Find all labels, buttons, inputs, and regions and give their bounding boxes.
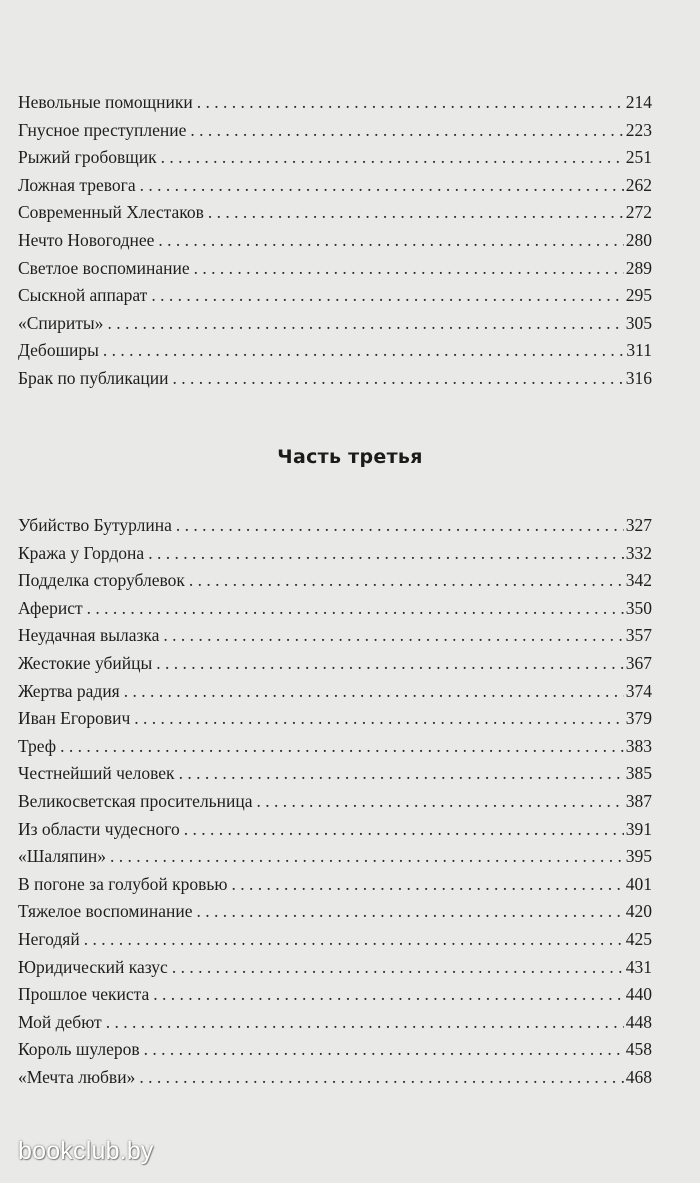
- toc-entry-title: Иван Егорович: [18, 708, 131, 729]
- dot-leader: [106, 1009, 624, 1037]
- toc-entry: [18, 337, 652, 365]
- toc-entry: [18, 843, 652, 871]
- toc-entry: [18, 1009, 652, 1037]
- toc-entry-title: Светлое воспоминание: [18, 257, 190, 278]
- toc-entry: [18, 365, 652, 393]
- toc-entry-title: Жестокие убийцы: [18, 652, 153, 673]
- dot-leader: [172, 954, 624, 982]
- toc-entry-title: Кража у Гордона: [18, 542, 145, 563]
- dot-leader: [151, 282, 623, 310]
- toc-entry-page-number: 383: [625, 735, 652, 756]
- toc-entry: [18, 622, 652, 650]
- dot-leader: [110, 843, 624, 871]
- toc-entry: [18, 172, 652, 200]
- dot-leader: [156, 650, 624, 678]
- toc-entry-page-number: 350: [625, 597, 652, 618]
- toc-entry-page-number: 316: [625, 367, 652, 388]
- toc-entry-title: Невольные помощники: [18, 92, 193, 112]
- toc-entry: [18, 871, 652, 899]
- toc-entry: [18, 199, 652, 227]
- toc-entry-page-number: 431: [625, 956, 652, 977]
- dot-leader: [176, 512, 624, 540]
- toc-entry-title: Брак по публикации: [18, 367, 169, 388]
- section-heading-part-three: Часть третья: [277, 446, 423, 468]
- dot-leader: [158, 227, 623, 255]
- toc-entry-page-number: 295: [625, 285, 652, 306]
- toc-entry: [18, 898, 652, 926]
- toc-entry-page-number: 440: [625, 984, 652, 1005]
- toc-entry-title: «Шаляпин»: [18, 846, 106, 867]
- toc-entry-page-number: 379: [625, 708, 652, 729]
- toc-entry: [18, 567, 652, 595]
- toc-entry-page-number: 401: [625, 873, 652, 894]
- dot-leader: [173, 365, 624, 393]
- toc-entry-title: Аферист: [18, 597, 83, 618]
- toc-entry: [18, 733, 652, 761]
- toc-entry-title: Тяжелое воспоминание: [18, 901, 193, 922]
- dot-leader: [139, 1064, 623, 1092]
- toc-entry-title: Король шулеров: [18, 1039, 140, 1060]
- toc-list-part-two: [18, 89, 652, 393]
- toc-entry: [18, 705, 652, 733]
- toc-entry-page-number: 468: [625, 1066, 652, 1087]
- toc-list-part-three: [18, 512, 652, 1091]
- toc-entry-page-number: 305: [625, 312, 652, 333]
- toc-entry-page-number: 357: [625, 625, 652, 646]
- toc-entry: [18, 816, 652, 844]
- toc-entry: [18, 595, 652, 623]
- toc-entry: [18, 650, 652, 678]
- toc-entry-page-number: 420: [625, 901, 652, 922]
- toc-entry: [18, 144, 652, 172]
- toc-entry-title: Жертва радия: [18, 680, 120, 701]
- dot-leader: [140, 172, 624, 200]
- toc-entry-page-number: 280: [625, 229, 652, 250]
- toc-entry: [18, 89, 652, 117]
- toc-entry-page-number: 214: [625, 92, 652, 112]
- dot-leader: [189, 567, 624, 595]
- dot-leader: [161, 144, 624, 172]
- toc-entry-page-number: 311: [626, 340, 652, 361]
- dot-leader: [197, 898, 624, 926]
- toc-entry: [18, 512, 652, 540]
- dot-leader: [194, 255, 624, 283]
- toc-entry-title: Нечто Новогоднее: [18, 229, 155, 250]
- toc-entry: [18, 282, 652, 310]
- toc-entry: [18, 227, 652, 255]
- toc-entry-page-number: 272: [625, 202, 652, 223]
- toc-entry-title: Негодяй: [18, 928, 80, 949]
- dot-leader: [144, 1036, 624, 1064]
- toc-entry-page-number: 385: [625, 763, 652, 784]
- dot-leader: [190, 117, 623, 145]
- dot-leader: [184, 816, 624, 844]
- toc-entry-title: Юридический казус: [18, 956, 168, 977]
- toc-entry-page-number: 448: [625, 1011, 652, 1032]
- toc-entry-title: «Мечта любви»: [18, 1066, 136, 1087]
- toc-entry-title: Великосветская просительница: [18, 790, 253, 811]
- toc-entry-title: Гнусное преступление: [18, 119, 187, 140]
- dot-leader: [124, 678, 624, 706]
- toc-entry-page-number: 395: [625, 846, 652, 867]
- toc-entry-title: Современный Хлестаков: [18, 202, 204, 223]
- toc-entry-title: Дебоширы: [18, 340, 99, 361]
- toc-entry: [18, 926, 652, 954]
- dot-leader: [197, 89, 624, 117]
- dot-leader: [163, 622, 623, 650]
- dot-leader: [179, 760, 624, 788]
- dot-leader: [84, 926, 624, 954]
- site-watermark: bookclub.by: [18, 1137, 154, 1165]
- toc-entry-title: Прошлое чекиста: [18, 984, 150, 1005]
- toc-entry: [18, 981, 652, 1009]
- toc-entry-page-number: 425: [625, 928, 652, 949]
- toc-entry: [18, 1036, 652, 1064]
- toc-entry-page-number: 251: [625, 147, 652, 168]
- toc-entry-title: Неудачная вылазка: [18, 625, 160, 646]
- toc-entry-page-number: 332: [625, 542, 652, 563]
- dot-leader: [208, 199, 624, 227]
- toc-entry-page-number: 262: [625, 174, 652, 195]
- toc-entry: [18, 117, 652, 145]
- toc-entry: [18, 788, 652, 816]
- dot-leader: [148, 540, 624, 568]
- toc-entry-title: Рыжий гробовщик: [18, 147, 157, 168]
- toc-entry-title: Треф: [18, 735, 57, 756]
- toc-entry: [18, 760, 652, 788]
- toc-entry-title: «Спириты»: [18, 312, 104, 333]
- toc-entry-page-number: 342: [625, 570, 652, 591]
- toc-entry-title: Мой дебют: [18, 1011, 102, 1032]
- toc-entry: [18, 678, 652, 706]
- toc-entry-page-number: 223: [625, 119, 652, 140]
- toc-entry: [18, 540, 652, 568]
- toc-entry-page-number: 367: [625, 652, 652, 673]
- toc-entry: [18, 1064, 652, 1092]
- dot-leader: [107, 310, 623, 338]
- toc-entry: [18, 954, 652, 982]
- toc-entry-page-number: 374: [625, 680, 652, 701]
- dot-leader: [60, 733, 624, 761]
- dot-leader: [103, 337, 624, 365]
- dot-leader: [153, 981, 623, 1009]
- toc-entry-title: Из области чудесного: [18, 818, 180, 839]
- dot-leader: [87, 595, 624, 623]
- dot-leader: [257, 788, 624, 816]
- toc-entry-page-number: 458: [625, 1039, 652, 1060]
- toc-entry-title: Ложная тревога: [18, 174, 136, 195]
- toc-entry-title: Убийство Бутурлина: [18, 515, 172, 535]
- dot-leader: [134, 705, 623, 733]
- toc-entry-title: В погоне за голубой кровью: [18, 873, 228, 894]
- toc-entry-page-number: 391: [625, 818, 652, 839]
- toc-entry-page-number: 387: [625, 790, 652, 811]
- toc-entry: [18, 310, 652, 338]
- dot-leader: [231, 871, 623, 899]
- toc-entry-page-number: 327: [625, 515, 652, 535]
- toc-entry: [18, 255, 652, 283]
- toc-entry-title: Сыскной аппарат: [18, 285, 148, 306]
- toc-entry-title: Подделка сторублевок: [18, 570, 185, 591]
- toc-entry-title: Честнейший человек: [18, 763, 175, 784]
- toc-entry-page-number: 289: [625, 257, 652, 278]
